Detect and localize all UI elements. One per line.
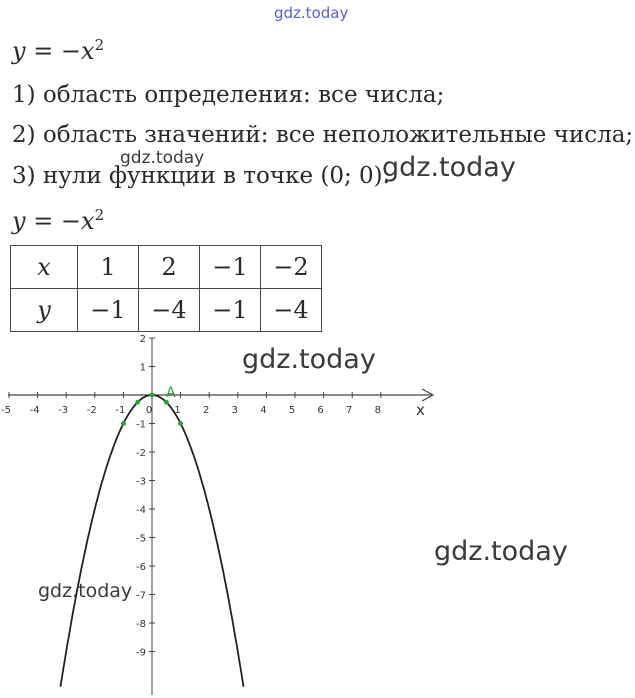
formula-table-heading [12, 206, 104, 235]
formula-exponent: 2 [94, 206, 105, 224]
table-header-x: x [11, 246, 78, 289]
x-tick-label: -2 [86, 405, 97, 416]
x-tick-label: -5 [1, 405, 11, 416]
x-axis-label: x [416, 401, 425, 419]
vertex-point [121, 421, 126, 426]
table-cell: 1 [78, 246, 139, 289]
x-tick-label: 4 [260, 405, 267, 416]
x-tick-label: 1 [174, 405, 181, 416]
x-tick-label: -1 [115, 405, 126, 416]
table-row [11, 289, 322, 332]
table-cell: −1 [78, 289, 139, 332]
x-tick-label: 7 [346, 405, 353, 416]
x-tick-label: -4 [29, 405, 40, 416]
x-tick-label: 0 [145, 405, 153, 416]
formula-lhs: y = −x [12, 207, 95, 235]
table-cell: −2 [261, 246, 322, 289]
table-cell: −4 [139, 289, 200, 332]
y-tick-label: -5 [136, 533, 146, 545]
y-tick-label: -9 [136, 647, 146, 659]
y-tick-label: -4 [136, 505, 146, 516]
table-cell: −1 [200, 289, 261, 332]
watermark: gdz.today [38, 580, 133, 602]
watermark: gdz.today [434, 536, 568, 567]
values-table [10, 245, 322, 332]
watermark: gdz.today [120, 148, 205, 168]
tick-labels [1, 334, 425, 659]
table-row [11, 246, 322, 289]
parabola-graph [0, 330, 635, 698]
formula-heading [12, 36, 104, 65]
formula-lhs: y = −x [12, 37, 95, 65]
y-tick-label: 1 [139, 362, 146, 374]
y-tick-label: -2 [136, 448, 146, 459]
watermark: gdz.today [274, 4, 349, 22]
y-tick-label: -7 [136, 590, 146, 602]
vertex-point [178, 421, 183, 426]
property-range: 2) область значений: все неположительные числа; [12, 122, 634, 148]
x-tick-label: 8 [374, 405, 381, 416]
y-tick-label: 2 [139, 334, 146, 345]
table-cell: −4 [261, 289, 322, 332]
y-tick-label: -8 [136, 619, 146, 630]
formula-exponent: 2 [94, 36, 105, 54]
x-tick-label: -3 [58, 405, 69, 416]
vertex-label: A [166, 385, 176, 401]
table-cell: 2 [139, 246, 200, 289]
y-tick-label: -1 [136, 419, 146, 431]
table-header-y: y [11, 289, 78, 332]
vertex-point [150, 393, 155, 398]
axes [8, 338, 433, 695]
watermark: gdz.today [242, 344, 376, 375]
table-cell: −1 [200, 246, 261, 289]
x-tick-label: 5 [288, 405, 296, 416]
y-tick-label: -3 [136, 476, 146, 488]
property-domain: 1) область определения: все числа; [12, 82, 445, 108]
x-tick-label: 2 [203, 405, 210, 416]
watermark: gdz.today [382, 152, 516, 183]
vertex-point [135, 400, 140, 405]
y-tick-label: -6 [136, 562, 146, 573]
x-tick-label: 3 [231, 405, 238, 416]
property-zeros: 3) нули функции в точке (0; 0). [12, 163, 390, 189]
x-tick-label: 6 [317, 405, 324, 416]
